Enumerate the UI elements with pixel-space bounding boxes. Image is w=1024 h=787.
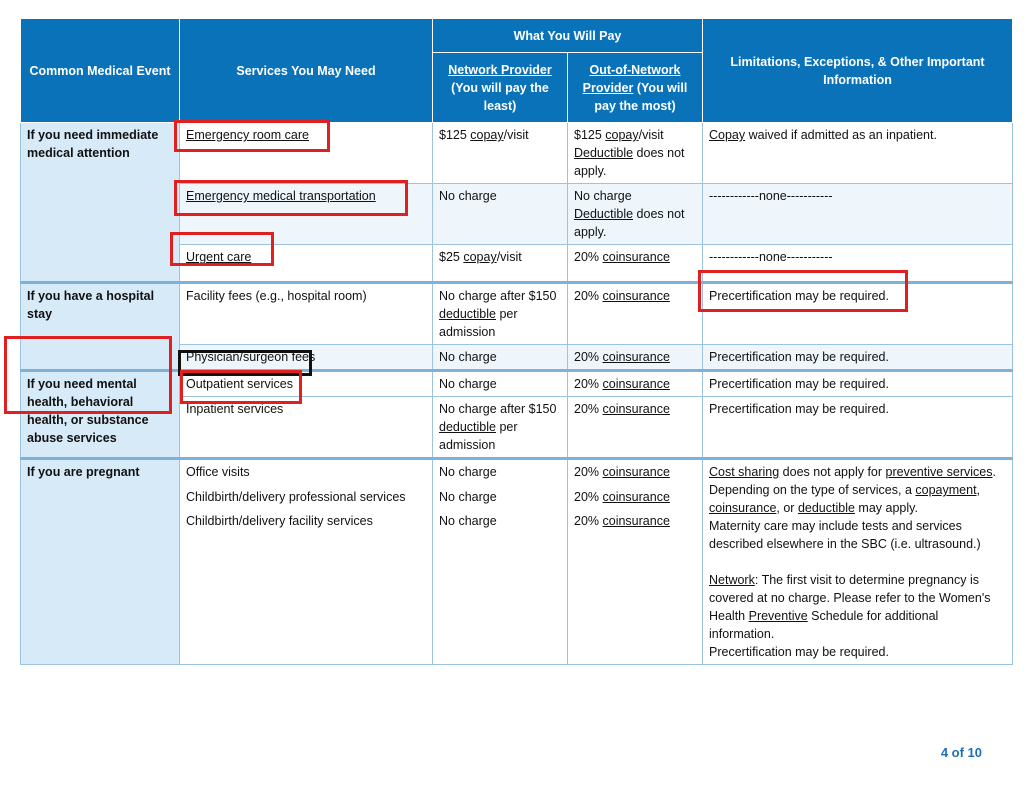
highlight-precertification bbox=[698, 270, 908, 312]
event-pregnant: If you are pregnant bbox=[21, 459, 180, 665]
table-row: If you have a hospital stay Facility fees (e.g., hospital room) No charge after $150 deductible per admission 20% coinsurance Precertification may be required. bbox=[21, 283, 1013, 345]
service-link[interactable]: Emergency medical transportation bbox=[186, 189, 376, 203]
table-row: If you need immediate medical attention Emergency room care $125 copay/visit $125 copay/visit Deductible does not apply. Copay waived if admitted as an inpatient. bbox=[21, 123, 1013, 184]
table-row: Childbirth/delivery facility services No charge 20% coinsurance bbox=[21, 509, 1013, 664]
table-row: If you need mental health, behavioral health, or substance abuse services Outpatient services No charge 20% coinsurance Precertification may be required. bbox=[21, 371, 1013, 397]
header-limitations: Limitations, Exceptions, & Other Important Information bbox=[703, 19, 1013, 123]
highlight-emergency-room bbox=[174, 120, 330, 152]
header-out-of-network-provider: Out-of-Network Provider (You will pay the most) bbox=[568, 53, 703, 123]
header-services: Services You May Need bbox=[180, 19, 433, 123]
highlight-emergency-transport bbox=[174, 180, 408, 216]
page-number: 4 of 10 bbox=[940, 745, 982, 760]
pregnancy-limitations: Cost sharing does not apply for preventive services. Depending on the type of services, a copayment, coinsurance, or deductible may apply. Maternity care may include tests and services described elsewhere in the SBC (i.e. ultrasound.) Network: The first visit to determine pregnancy is covered at no charge. Please refer to the Women's Health Preventive Schedule for additional information. Precertification may be required. bbox=[703, 459, 1013, 665]
event-mental-health: If you need mental health, behavioral health, or substance abuse services bbox=[21, 371, 180, 459]
event-hospital: If you have a hospital stay bbox=[21, 283, 180, 371]
highlight-urgent-care bbox=[170, 232, 274, 266]
table-row: Emergency medical transportation No charge No charge Deductible does not apply. ------------none----------- bbox=[21, 184, 1013, 245]
table-row: Urgent care $25 copay/visit 20% coinsurance ------------none----------- bbox=[21, 245, 1013, 283]
table-row: If you are pregnant Office visits No charge 20% coinsurance Cost sharing does not apply for preventive services. Depending on the type of services, a copayment, coinsurance, or deductible may apply. Maternity care may include tests and services described elsewhere in the SBC (i.e. ultrasound.) Network: The first visit to determine pregnancy is covered at no charge. Please refer to the Women's Health Preventive Schedule for additional information. Precertification may be required. bbox=[21, 459, 1013, 485]
event-immediate: If you need immediate medical attention bbox=[21, 123, 180, 283]
header-network-provider: Network Provider (You will pay the least) bbox=[433, 53, 568, 123]
service-link[interactable]: Urgent care bbox=[186, 250, 252, 264]
service-link[interactable]: Emergency room care bbox=[186, 128, 309, 142]
header-common-medical-event: Common Medical Event bbox=[21, 19, 180, 123]
highlight-inpatient bbox=[180, 370, 302, 404]
header-what-you-pay: What You Will Pay bbox=[433, 19, 703, 53]
highlight-mental-health-event bbox=[4, 336, 172, 414]
table-row: Childbirth/delivery professional services No charge 20% coinsurance bbox=[21, 485, 1013, 510]
table-row: Inpatient services No charge after $150 deductible per admission 20% coinsurance Precertification may be required. bbox=[21, 397, 1013, 459]
table-row: Physician/surgeon fees No charge 20% coinsurance Precertification may be required. bbox=[21, 345, 1013, 371]
